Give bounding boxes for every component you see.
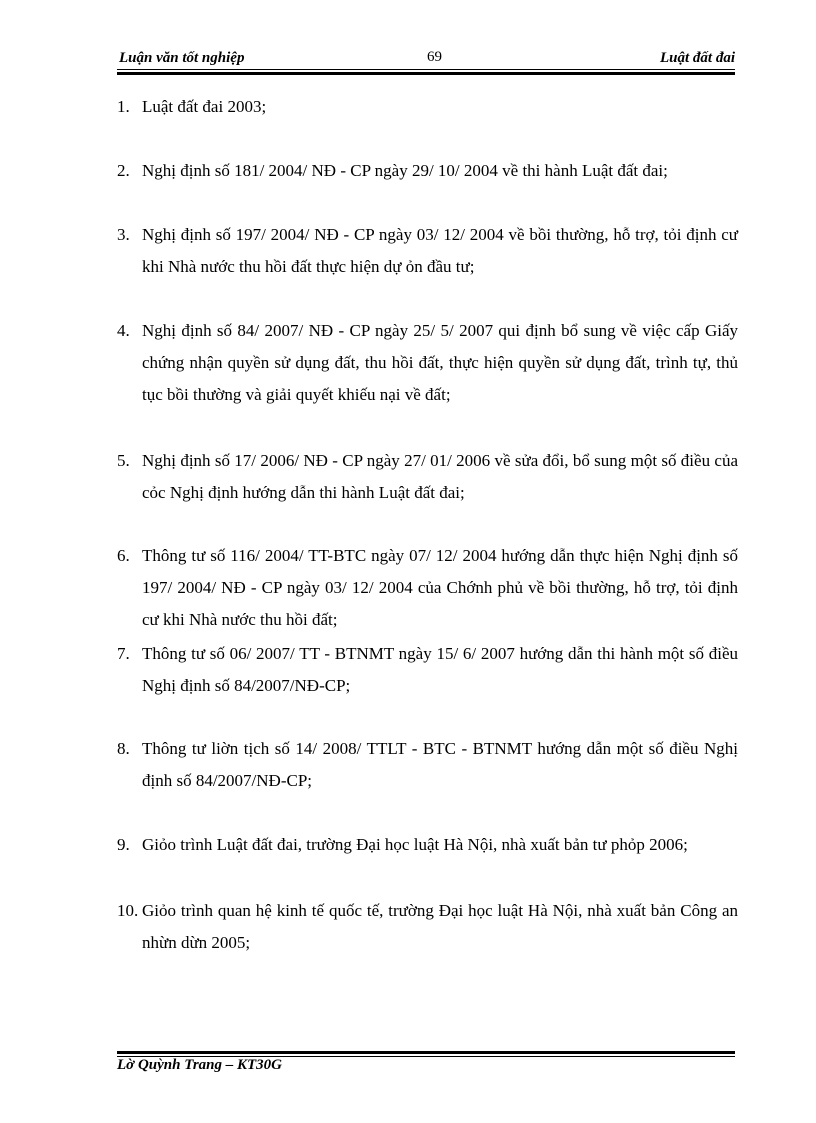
header-rule-thick (117, 72, 735, 75)
reference-number: 8. (117, 739, 130, 758)
reference-number: 10. (117, 901, 139, 920)
reference-item-8 (117, 733, 738, 797)
reference-text: Giỏo trình quan hệ kinh tế quốc tế, trường Đại học luật Hà Nội, nhà xuất bản Công an nhừn dừn 2005; (142, 901, 738, 952)
reference-number: 2. (117, 161, 130, 180)
reference-item-4 (117, 315, 738, 411)
reference-item-3 (117, 219, 738, 283)
reference-number: 4. (117, 321, 130, 340)
reference-text: Nghị định số 17/ 2006/ NĐ - CP ngày 27/ 01/ 2006 về sửa đổi, bổ sung một số điều của cỏc Nghị định hướng dẫn thi hành Luật đất đai; (142, 451, 738, 502)
reference-number: 5. (117, 451, 130, 470)
reference-item-2 (117, 155, 738, 187)
reference-text: Nghị định số 197/ 2004/ NĐ - CP ngày 03/ 12/ 2004 về bồi thường, hỗ trợ, tỏi định cư khi Nhà nước thu hồi đất thực hiện dự ỏn đầu tư; (142, 225, 738, 276)
reference-item-5 (117, 445, 738, 509)
page-header (117, 48, 735, 70)
footer-author: Lờ Quỳnh Trang – KT30G (117, 1057, 283, 1073)
reference-item-7 (117, 638, 738, 702)
reference-text: Nghị định số 84/ 2007/ NĐ - CP ngày 25/ 5/ 2007 qui định bổ sung về việc cấp Giấy chứng nhận quyền sử dụng đất, thu hồi đất, thực hiện quyền sử dụng đất, trình tự, thủ tục bồi thường và giải quyết khiếu nại về đất; (142, 321, 738, 404)
header-subject-label: Luật đất đai (659, 50, 735, 66)
reference-number: 7. (117, 644, 130, 663)
reference-number: 6. (117, 546, 130, 565)
reference-text: Luật đất đai 2003; (142, 97, 267, 116)
reference-item-1 (117, 91, 738, 123)
reference-number: 1. (117, 97, 130, 116)
reference-item-6 (117, 540, 738, 636)
reference-text: Thông tư số 116/ 2004/ TT-BTC ngày 07/ 12/ 2004 hướng dẫn thực hiện Nghị định số 197/ 2004/ NĐ - CP ngày 03/ 12/ 2004 của Chớnh phủ về bồi thường, hỗ trợ, tỏi định cư khi Nhà nước thu hồi đất; (142, 546, 738, 629)
reference-item-9 (117, 829, 738, 861)
reference-item-10 (117, 895, 738, 959)
reference-text: Thông tư số 06/ 2007/ TT - BTNMT ngày 15/ 6/ 2007 hướng dẫn thi hành một số điều Nghị định số 84/2007/NĐ-CP; (142, 644, 738, 695)
reference-text: Nghị định số 181/ 2004/ NĐ - CP ngày 29/ 10/ 2004 về thi hành Luật đất đai; (142, 161, 668, 180)
reference-number: 9. (117, 835, 130, 854)
footer-rule-thick (117, 1051, 735, 1054)
header-thesis-label: Luận văn tốt nghiệp (119, 50, 245, 66)
reference-text: Giỏo trình Luật đất đai, trường Đại học luật Hà Nội, nhà xuất bản tư phỏp 2006; (142, 835, 688, 854)
reference-text: Thông tư liờn tịch số 14/ 2008/ TTLT - BTC - BTNMT hướng dẫn một số điều Nghị định số 84/2007/NĐ-CP; (142, 739, 738, 790)
page-number: 69 (427, 49, 442, 65)
reference-number: 3. (117, 225, 130, 244)
header-rule-thin (117, 69, 735, 70)
